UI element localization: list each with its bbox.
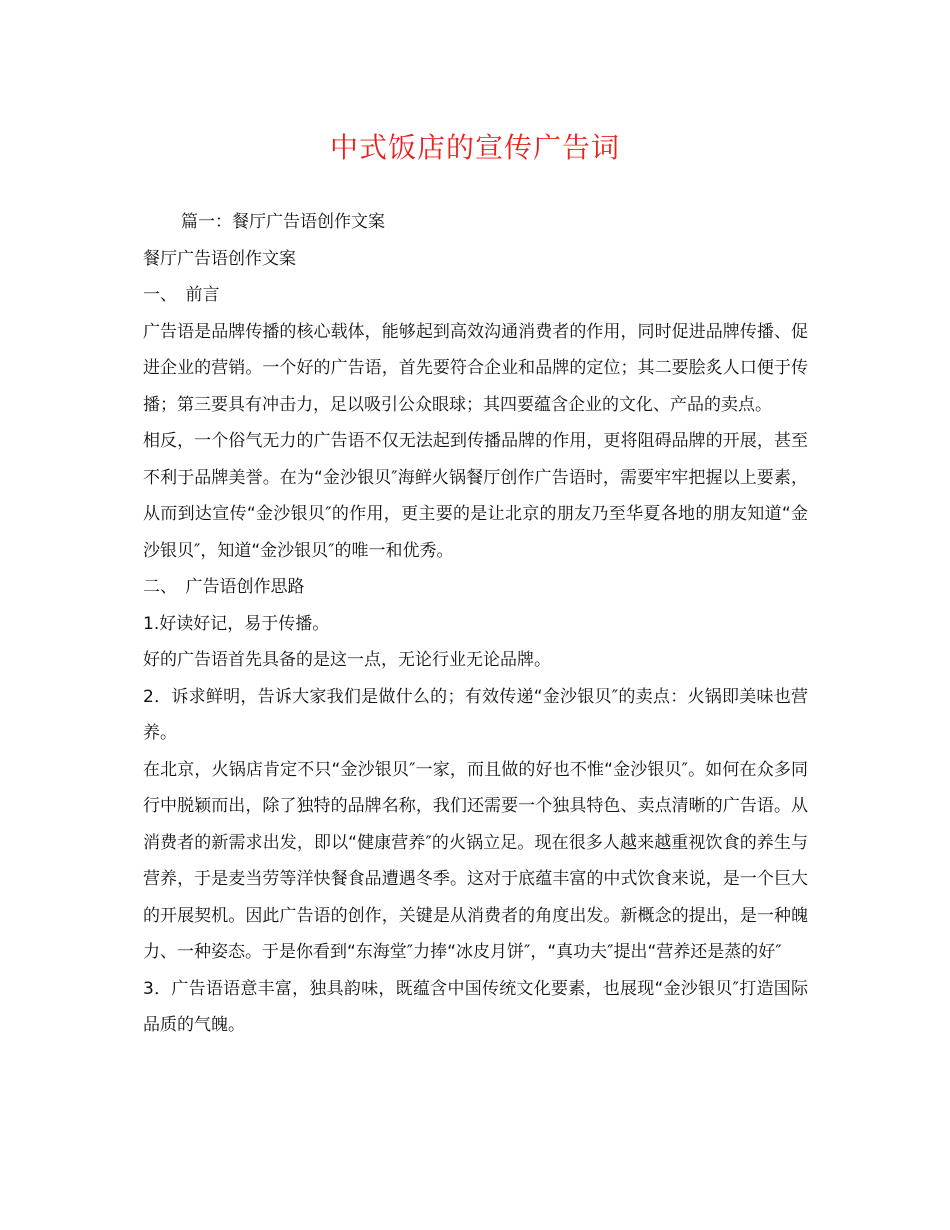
section-heading: 二、 广告语创作思路 (143, 577, 305, 597)
section-heading: 一、 前言 (143, 285, 220, 305)
section-heading: 篇一：餐厅广告语创作文案 (181, 212, 385, 232)
list-item: 1.好读好记，易于传播。 (143, 613, 330, 634)
paragraph: 相反，一个俗气无力的广告语不仅无法起到传播品牌的作用，更将阻碍品牌的开展，甚至不利于品牌美誉。在为“金沙银贝″海鲜火锅餐厅创作广告语时，需要牢牢把握以上要素，从而到达宣传“金沙银贝″的作用，更主要的是让北京的朋友乃至华夏各地的朋友知道“金沙银贝″，知道“金沙银贝″的唯一和优秀。 (143, 431, 808, 561)
paragraph: 好的广告语首先具备的是这一点，无论行业无论品牌。 (143, 650, 551, 670)
document-title: 中式饭店的宣传广告词 (329, 131, 620, 164)
subheading: 餐厅广告语创作文案 (143, 248, 296, 269)
document-body (143, 204, 808, 1044)
paragraph: 在北京，火锅店肯定不只“金沙银贝″一家，而且做的好也不惟“金沙银贝″。如何在众多同行中脱颖而出，除了独特的品牌名称，我们还需要一个独具特色、卖点清晰的广告语。从消费者的新需求出发，即以“健康营养″的火锅立足。现在很多人越来越重视饮食的养生与营养，于是麦当劳等洋快餐食品遭遇冬季。这对于底蕴丰富的中式饮食来说，是一个巨大的开展契机。因此广告语的创作，关键是从消费者的角度出发。新概念的提出，是一种魄力、一种姿态。于是你看到“东海堂″力捧“冰皮月饼″，“真功夫″提出“营养还是蒸的好″ (143, 759, 808, 962)
list-item: 2．诉求鲜明，告诉大家我们是做什么的；有效传递“金沙银贝″的卖点：火锅即美味也营养。 (143, 686, 808, 743)
list-item: 3．广告语语意丰富，独具韵味，既蕴含中国传统文化要素，也展现“金沙银贝″打造国际品质的气魄。 (143, 978, 808, 1035)
paragraph: 广告语是品牌传播的核心载体，能够起到高效沟通消费者的作用，同时促进品牌传播、促进企业的营销。一个好的广告语，首先要符合企业和品牌的定位；其二要脍炙人口便于传播；第三要具有冲击力，足以吸引公众眼球；其四要蕴含企业的文化、产品的卖点。 (143, 321, 808, 415)
